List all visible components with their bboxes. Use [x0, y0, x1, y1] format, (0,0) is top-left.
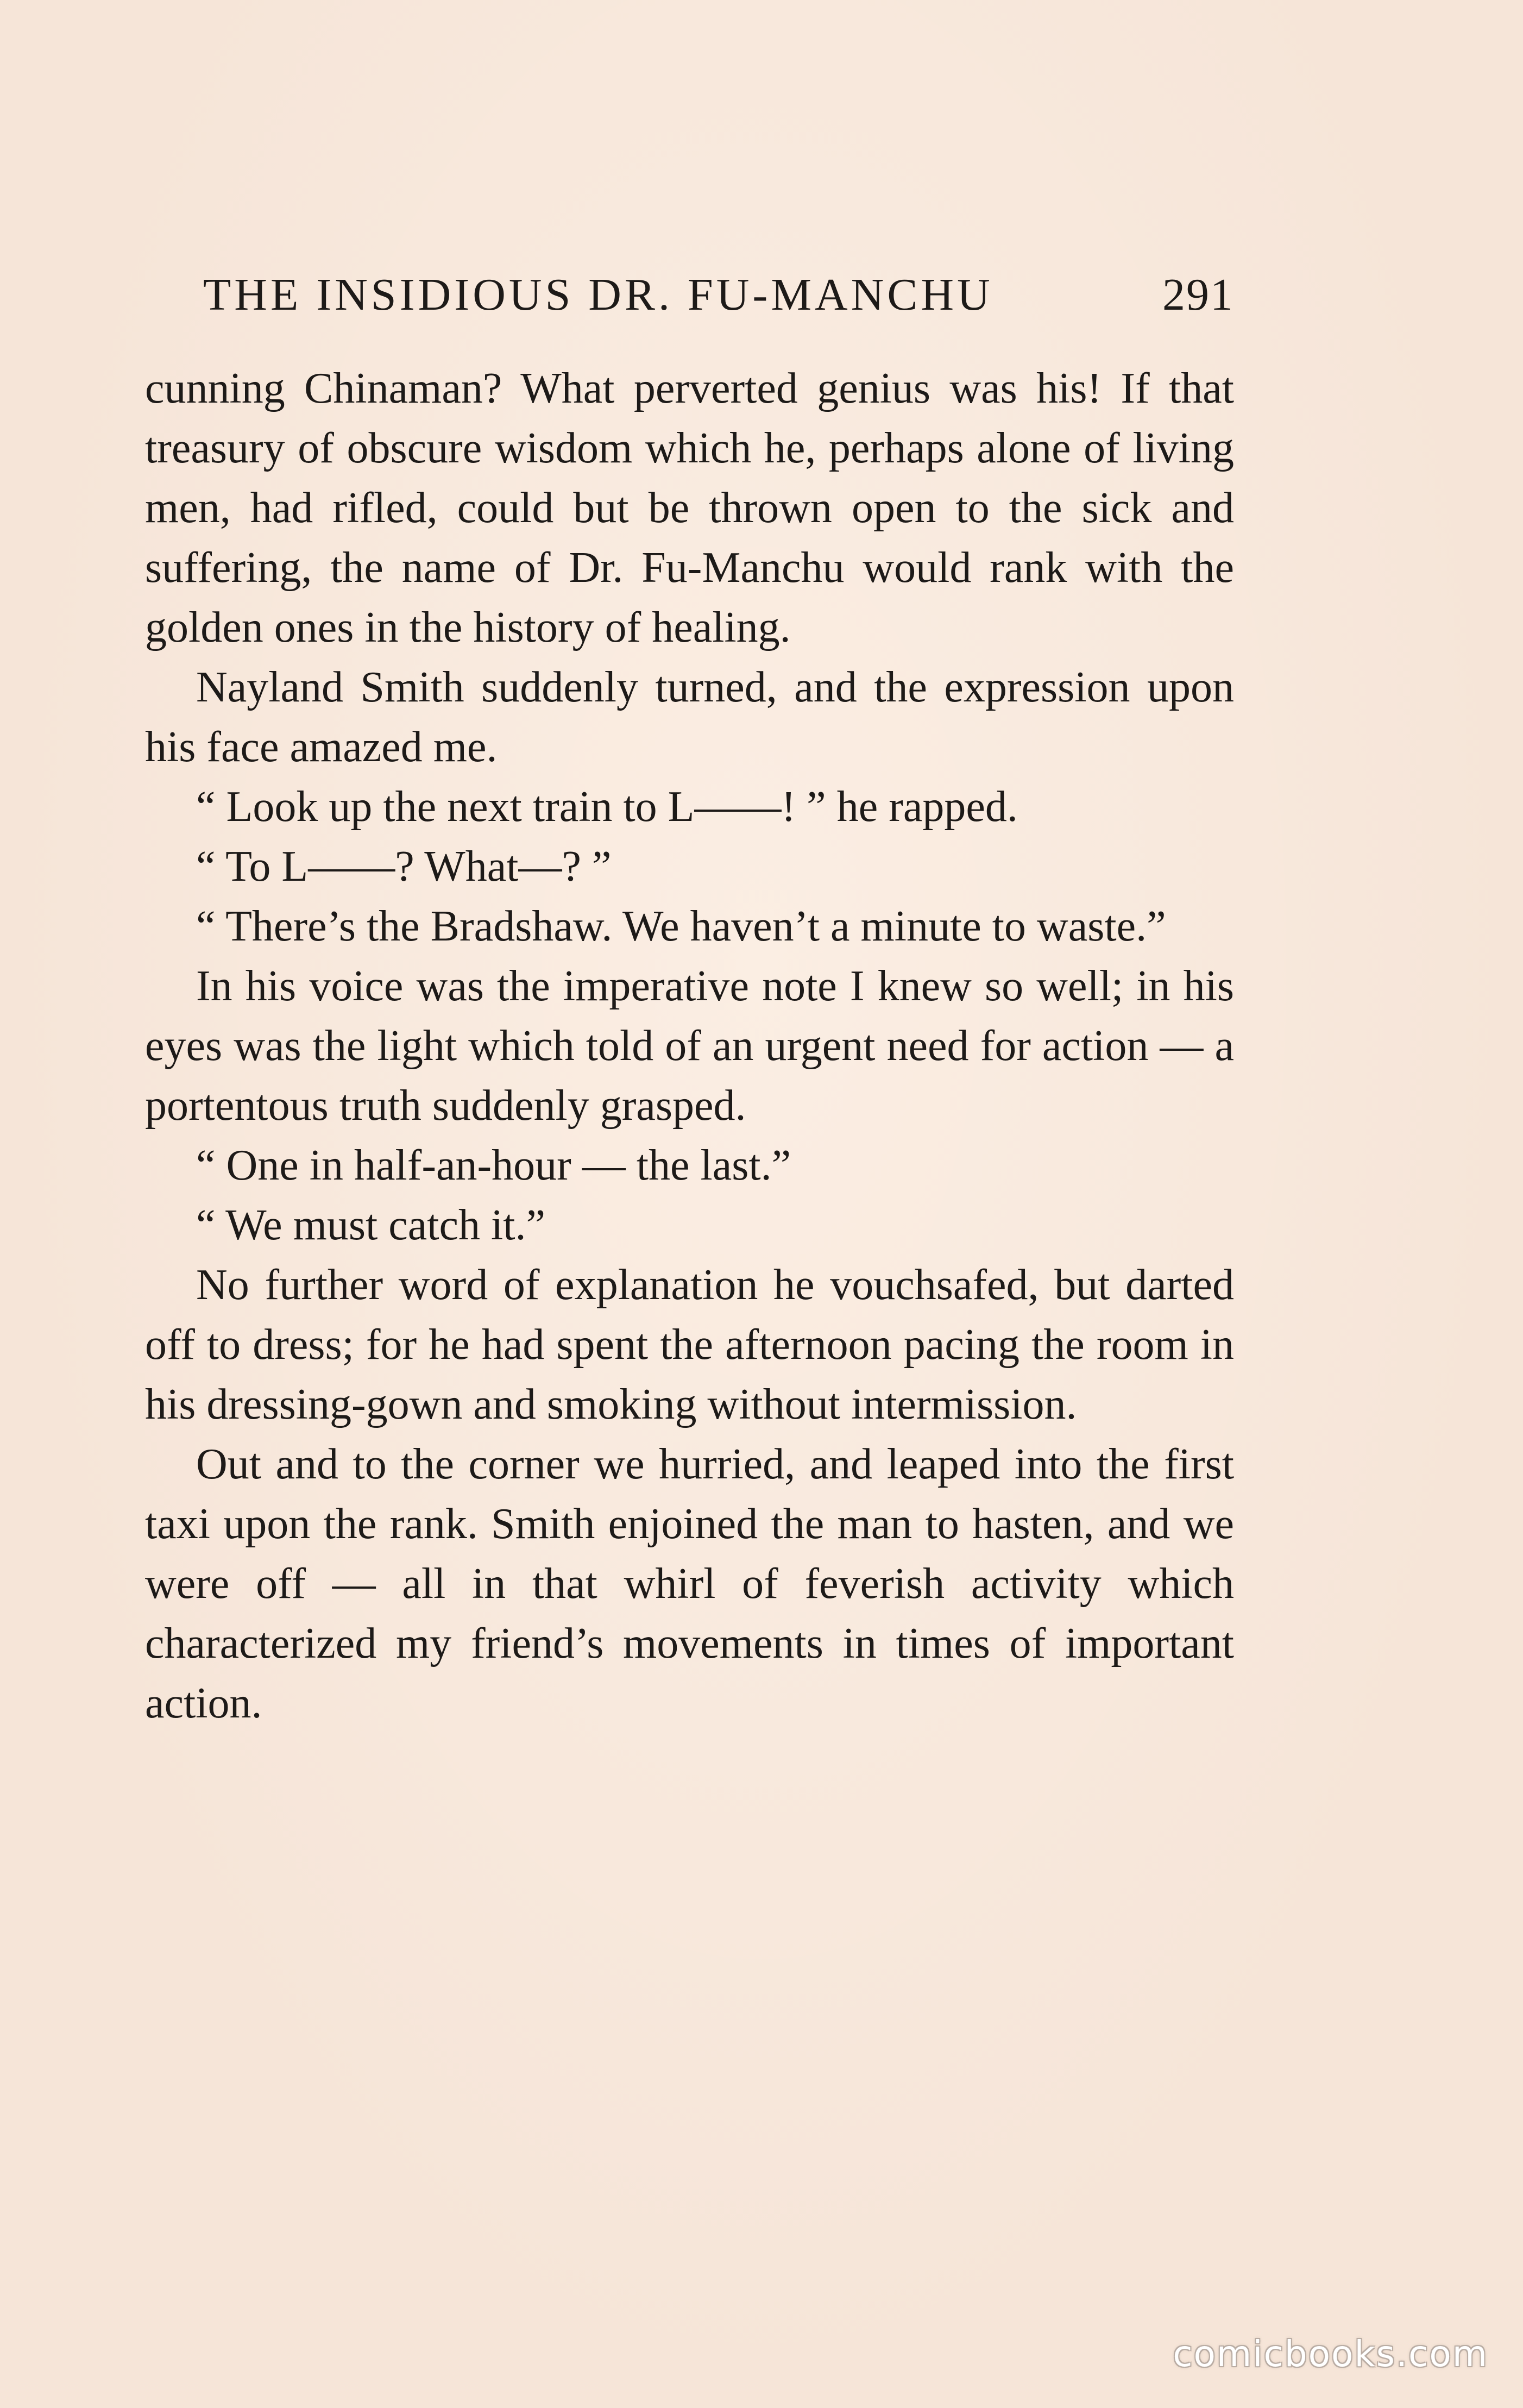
paragraph-continued: cunning Chinaman? What perverted genius was his! If that treasury of obscure wisdom which he, perhaps alone of living men, had rifled, could but be thrown open to the sick and suffering, the name of Dr. Fu-Manchu would rank with the golden ones in the history of healing.: [145, 365, 1234, 651]
body-text: [145, 359, 1234, 1733]
paragraph: No further word of explanation he vouchsafed, but darted off to dress; for he had spent the afternoon pacing the room in his dressing-gown and smoking without intermission.: [145, 1261, 1234, 1428]
page-number: 291: [1162, 269, 1234, 320]
paragraph: Nayland Smith suddenly turned, and the expression upon his face amazed me.: [145, 663, 1234, 771]
dialogue-line: “ To L——? What—? ”: [196, 843, 612, 891]
watermark-logo: comicbooks.com: [1173, 2333, 1488, 2375]
dialogue-line: “ We must catch it.”: [196, 1201, 545, 1249]
running-head: [203, 265, 1234, 325]
running-title: THE INSIDIOUS DR. FU-MANCHU: [203, 269, 993, 320]
dialogue-line: “ There’s the Bradshaw. We haven’t a minute to waste.”: [196, 902, 1166, 950]
paragraph: In his voice was the imperative note I knew so well; in his eyes was the light which told of an urgent need for action — a portentous truth suddenly grasped.: [145, 962, 1234, 1130]
dialogue-line: “ Look up the next train to L——! ” he rapped.: [196, 783, 1018, 831]
dialogue-line: “ One in half-an-hour — the last.”: [196, 1142, 791, 1189]
paragraph: Out and to the corner we hurried, and leaped into the first taxi upon the rank. Smith enjoined the man to hasten, and we were off — all in that whirl of feverish activity which characterized my friend’s movements in times of important action.: [145, 1440, 1234, 1727]
